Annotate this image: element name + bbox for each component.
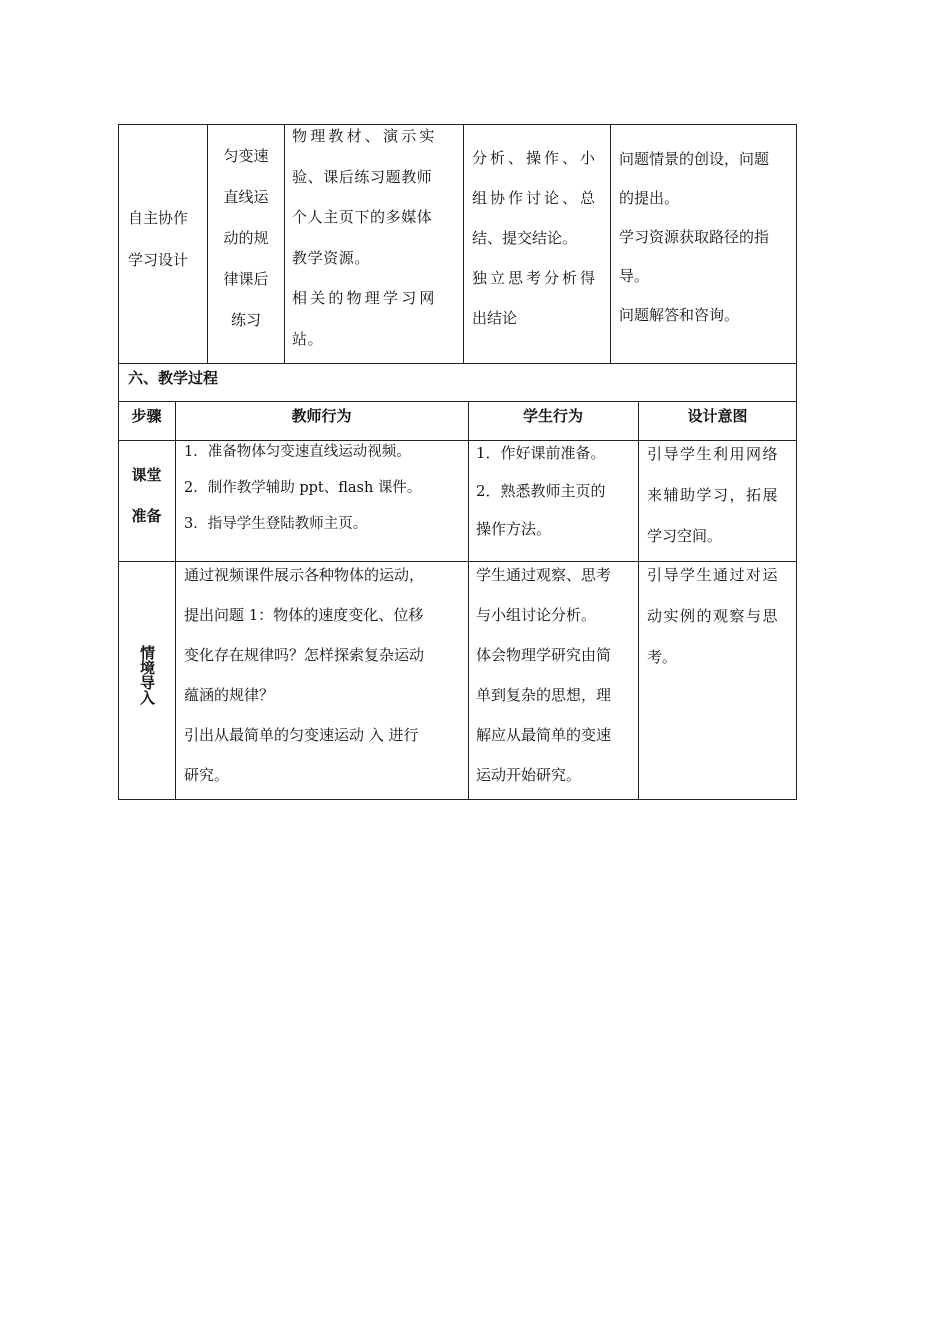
text-line: 学习资源获取路径的指 xyxy=(619,228,770,246)
text-line: 练习 xyxy=(230,311,261,329)
text-line: 动实例的观察与思 xyxy=(647,607,780,625)
text-line: 引导学生通过对运 xyxy=(647,566,780,584)
step-class-prep xyxy=(118,455,175,537)
text-line: 引出从最简单的匀变速运动 入 进行 xyxy=(184,726,419,744)
intent-prep xyxy=(647,434,793,557)
text-line: 解应从最简单的变速 xyxy=(476,726,612,744)
student-intro-text xyxy=(476,555,636,795)
top-cell-teacher-role xyxy=(619,140,791,335)
text-line: 与小组讨论分析。 xyxy=(476,606,597,624)
text-line: 问题解答和咨询。 xyxy=(619,306,740,324)
list-item: 1．准备物体匀变速直线运动视频。 xyxy=(184,444,411,460)
text-line: 匀变速 xyxy=(223,147,269,165)
text-line: 单到复杂的思想，理 xyxy=(476,686,612,704)
section-title: 六、教学过程 xyxy=(128,369,219,387)
text-line: 个人主页下的多媒体 xyxy=(292,208,433,226)
process-table-divider xyxy=(175,401,176,800)
intent-intro xyxy=(647,555,793,678)
text-line: 问题情景的创设，问题 xyxy=(619,150,770,168)
header-design-intent: 设计意图 xyxy=(687,407,748,425)
text-line: 验、课后练习题教师 xyxy=(292,167,433,186)
text-line: 学生通过观察、思考 xyxy=(476,566,612,584)
process-table-divider xyxy=(468,401,469,800)
text-line: 引导学生利用网络 xyxy=(647,445,780,463)
text-line: 律课后 xyxy=(223,270,269,288)
text-line: 运动开始研究。 xyxy=(476,766,582,784)
top-cell-activity: 自主协作学习设计 xyxy=(128,209,189,269)
text-line: 导。 xyxy=(619,267,650,285)
text-line: 考。 xyxy=(647,648,678,666)
step-scenario-intro: 情境导入 xyxy=(138,645,156,705)
process-table-divider xyxy=(638,401,639,800)
header-step: 步骤 xyxy=(131,407,162,425)
text-line: 物理教材、演示实 xyxy=(292,127,438,145)
student-prep-list xyxy=(476,434,636,548)
text-line: 独立思考分析得 xyxy=(472,269,599,287)
text-line: 结、提交结论。 xyxy=(472,229,578,247)
text-line: 来辅助学习，拓展 xyxy=(647,486,780,504)
list-item: 操作方法。 xyxy=(476,520,552,538)
text-line: 学习空间。 xyxy=(647,527,723,545)
text-line: 课堂 xyxy=(131,466,162,484)
text-line: 蕴涵的规律？ xyxy=(184,686,275,704)
list-item: 2．制作教学辅助 ppt、flash 课件。 xyxy=(184,480,422,496)
text-line: 准备 xyxy=(131,507,162,525)
top-table-divider xyxy=(207,124,208,364)
text-line: 提出问题 1：物体的速度变化、位移 xyxy=(184,606,424,624)
text-line: 相关的物理学习网 xyxy=(292,289,438,307)
teacher-prep-list xyxy=(184,434,464,542)
top-cell-student-activity xyxy=(472,138,606,338)
teacher-intro-text xyxy=(184,555,466,795)
text-line: 教学资源。 xyxy=(292,248,371,267)
top-table-divider xyxy=(610,124,611,364)
header-teacher-behavior: 教师行为 xyxy=(291,407,352,425)
text-line: 的提出。 xyxy=(619,189,680,207)
text-line: 直线运 xyxy=(223,188,269,206)
top-table-divider xyxy=(463,124,464,364)
text-line: 研究。 xyxy=(184,766,230,784)
text-line: 体会物理学研究由简 xyxy=(476,646,612,664)
top-cell-resources xyxy=(292,116,456,359)
top-table-divider xyxy=(284,124,285,364)
text-line: 变化存在规律吗？怎样探索复杂运动 xyxy=(184,646,425,664)
header-student-behavior: 学生行为 xyxy=(522,407,583,425)
list-item: 1．作好课前准备。 xyxy=(476,444,606,462)
list-item: 2．熟悉教师主页的 xyxy=(476,482,606,500)
list-item: 3．指导学生登陆教师主页。 xyxy=(184,516,368,532)
text-line: 出结论 xyxy=(472,309,518,327)
text-line: 站。 xyxy=(292,329,324,348)
text-line: 动的规 xyxy=(223,229,269,247)
text-line: 组协作讨论、总 xyxy=(472,189,599,207)
text-line: 通过视频课件展示各种物体的运动， xyxy=(184,566,425,584)
text-line: 分析、操作、小 xyxy=(472,149,599,167)
top-cell-content xyxy=(214,136,278,341)
